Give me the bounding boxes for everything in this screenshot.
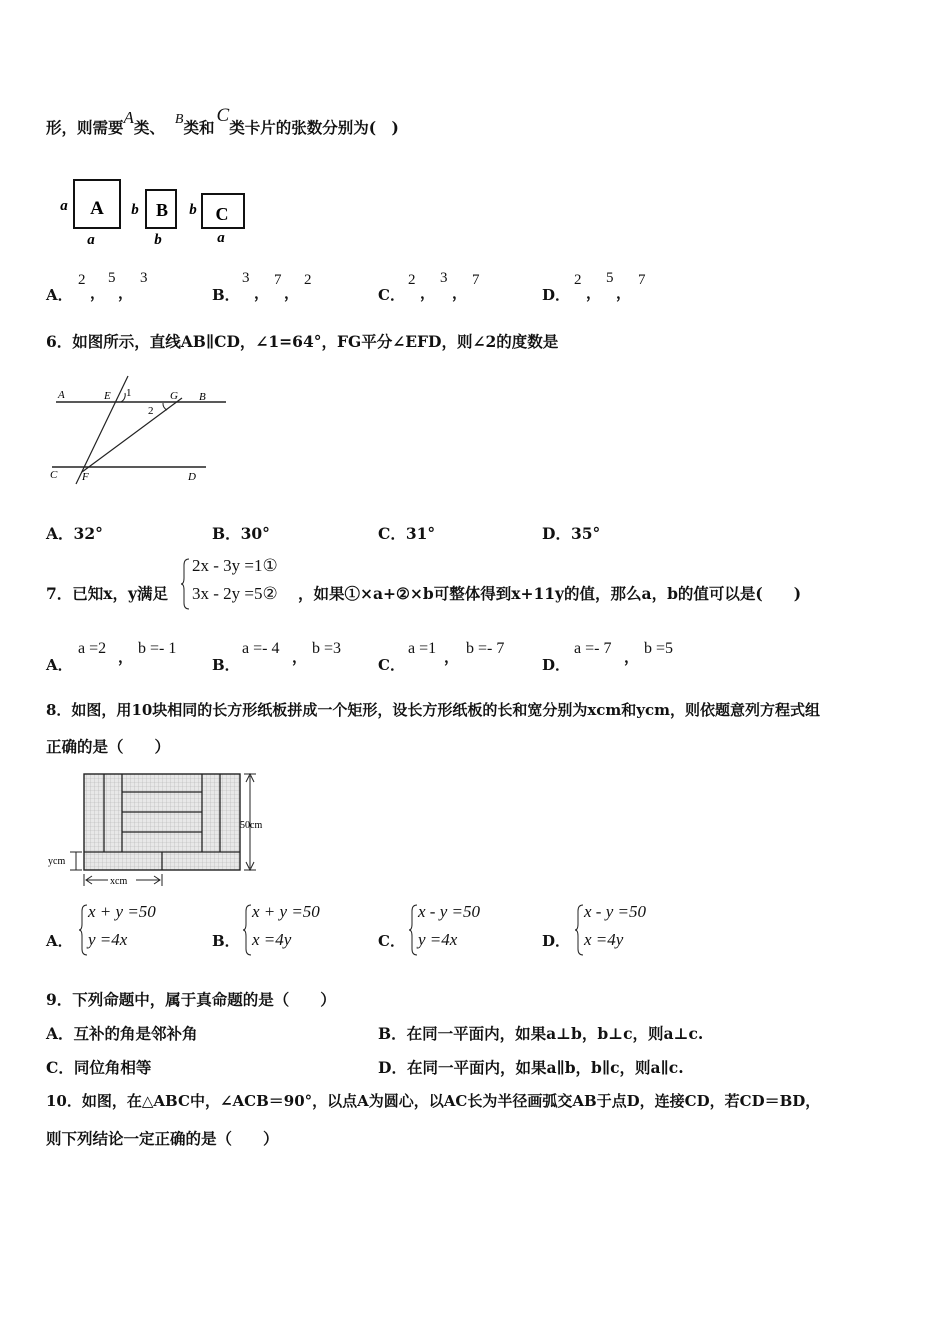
q7-system — [180, 556, 300, 612]
option-a-value: a =- 4 — [242, 640, 280, 657]
q5-letter-a: A — [123, 108, 134, 127]
option-text: 30° — [240, 524, 270, 543]
brace-icon — [180, 558, 190, 610]
option-eq1: x - y =50 — [584, 902, 646, 921]
card-b-label: B — [155, 200, 169, 220]
option-label: B． — [212, 286, 240, 304]
q9-stem: 9．下列命题中，属于真命题的是（ ） — [46, 990, 336, 1009]
card-c-label: C — [215, 204, 229, 224]
option-label: B． — [378, 1024, 407, 1043]
option-text: 35° — [570, 524, 601, 543]
card-a-side-bottom: a — [87, 232, 95, 248]
card-b-side-bottom: b — [154, 232, 162, 248]
q6-option-b[interactable] — [212, 522, 270, 544]
option-label: C． — [378, 286, 405, 304]
q7-prefix: 7．已知x，y满足 — [46, 584, 169, 603]
q5-text-mid1: 类、 — [133, 118, 165, 137]
q10-stem-line2: 则下列结论一定正确的是（ ） — [46, 1129, 279, 1148]
y-label: ycm — [48, 856, 66, 867]
option-label: A． — [46, 656, 73, 674]
q7-options — [0, 638, 950, 674]
option-label: B． — [212, 656, 240, 674]
q7-eq2: 3x - 2y =5② — [192, 584, 278, 603]
option-value: 2 — [574, 272, 582, 288]
option-label: D． — [542, 932, 571, 950]
comma: ， — [118, 648, 134, 666]
comma: ， — [586, 284, 602, 302]
point-c-label: C — [50, 469, 58, 481]
brace-icon — [408, 904, 418, 956]
option-value: 2 — [304, 272, 312, 288]
comma: ， — [624, 648, 640, 666]
option-label: D． — [542, 524, 571, 543]
option-text: 同位角相等 — [73, 1058, 152, 1077]
q5-stem — [46, 105, 399, 139]
q6-stem: 6．如图所示，直线AB∥CD，∠1=64°，FG平分∠EFD，则∠2的度数是 — [46, 332, 559, 351]
point-f-label: F — [82, 471, 89, 483]
x-label: xcm — [110, 876, 128, 887]
angle-1-label: 1 — [126, 387, 132, 399]
option-label: C． — [378, 932, 405, 950]
card-b-side-left: b — [131, 202, 139, 218]
comma: ， — [420, 284, 436, 302]
option-value: 2 — [408, 272, 416, 288]
option-b-value: b =- 1 — [138, 640, 177, 657]
point-e-label: E — [104, 390, 111, 402]
option-eq1: x - y =50 — [418, 902, 480, 921]
q6-option-d[interactable] — [542, 522, 600, 544]
card-a-side-left: a — [60, 198, 68, 214]
option-value: 5 — [606, 270, 614, 286]
brace-icon — [78, 904, 88, 956]
brace-icon — [242, 904, 252, 956]
q7-eq1: 2x - 3y =1① — [192, 556, 278, 575]
option-text: 互补的角是邻补角 — [73, 1024, 198, 1043]
option-b-value: b =- 7 — [466, 640, 505, 657]
q6-option-c[interactable] — [378, 522, 435, 544]
option-value: 2 — [78, 272, 86, 288]
option-value: 7 — [638, 272, 646, 288]
option-label: A． — [46, 932, 73, 950]
q8-stem-line2: 正确的是（ ） — [46, 737, 171, 756]
option-label: C． — [46, 1058, 74, 1077]
card-c-side-left: b — [189, 202, 197, 218]
q5-cards-figure — [52, 172, 262, 252]
q6-option-a[interactable] — [46, 522, 103, 544]
brace-icon — [574, 904, 584, 956]
q9-option-a[interactable] — [46, 1022, 198, 1044]
option-value: 7 — [274, 272, 282, 288]
option-label: C． — [378, 656, 405, 674]
option-b-value: b =5 — [644, 640, 674, 657]
point-d-label: D — [188, 471, 196, 483]
q8-figure — [46, 766, 286, 890]
q5-options — [0, 268, 950, 308]
option-eq2: y =4x — [418, 930, 458, 949]
option-eq1: x + y =50 — [88, 902, 156, 921]
option-b-value: b =3 — [312, 640, 342, 657]
q5-letter-c: C — [216, 105, 230, 126]
option-label: B． — [212, 932, 240, 950]
q9-option-b[interactable] — [378, 1022, 703, 1044]
option-value: 5 — [108, 270, 116, 286]
option-eq2: x =4y — [584, 930, 624, 949]
option-a-value: a =1 — [408, 640, 437, 657]
option-label: A． — [46, 286, 73, 304]
card-c-side-bottom: a — [217, 230, 225, 246]
comma: ， — [254, 284, 270, 302]
option-value: 3 — [440, 270, 448, 286]
q5-letter-b: B — [174, 112, 184, 127]
q9-option-d[interactable] — [378, 1056, 684, 1078]
comma: ， — [118, 284, 134, 302]
angle-1-arc — [121, 393, 125, 402]
option-label: A． — [46, 1024, 74, 1043]
option-label: D． — [542, 656, 571, 674]
option-text: 在同一平面内，如果a∥b，b∥c，则a∥c. — [406, 1058, 684, 1077]
height-label: 50cm — [240, 820, 263, 831]
q10-stem-line1: 10．如图，在△ABC中，∠ACB＝90°，以点A为圆心，以AC长为半径画弧交AB于点D，连接CD，若CD＝BD， — [46, 1092, 821, 1110]
option-label: D． — [378, 1058, 407, 1077]
option-value: 3 — [242, 270, 250, 286]
q6-options — [0, 522, 950, 544]
option-label: A． — [46, 524, 74, 543]
option-label: B． — [212, 524, 241, 543]
q5-text-before: 形，则需要 — [46, 118, 124, 137]
line-ef — [76, 376, 128, 484]
option-text: 32° — [73, 524, 103, 543]
option-a-value: a =- 7 — [574, 640, 612, 657]
comma: ， — [616, 284, 632, 302]
q5-text-mid2: 类和 — [183, 118, 215, 137]
option-text: 31° — [405, 524, 436, 543]
option-eq2: x =4y — [252, 930, 292, 949]
option-eq1: x + y =50 — [252, 902, 320, 921]
angle-2-label: 2 — [148, 405, 154, 417]
option-text: 在同一平面内，如果a⊥b，b⊥c，则a⊥c. — [406, 1024, 704, 1043]
q6-figure — [46, 372, 236, 492]
option-eq2: y =4x — [88, 930, 128, 949]
card-a-label: A — [90, 198, 104, 219]
comma: ， — [90, 284, 106, 302]
comma: ， — [452, 284, 468, 302]
comma: ， — [444, 648, 460, 666]
option-label: C． — [378, 524, 406, 543]
q8-options — [0, 902, 950, 960]
comma: ， — [292, 648, 308, 666]
option-label: D． — [542, 286, 571, 304]
q7-suffix: ，如果①×a+②×b可整体得到x+11y的值，那么a，b的值可以是( ) — [298, 584, 802, 603]
option-value: 3 — [140, 270, 148, 286]
option-value: 7 — [472, 272, 480, 288]
q8-stem-line1: 8．如图，用10块相同的长方形纸板拼成一个矩形，设长方形纸板的长和宽分别为xcm和ycm，则依题意列方程式组 — [46, 701, 820, 719]
point-g-label: G — [170, 390, 178, 402]
line-fg — [82, 398, 182, 472]
q9-option-c[interactable] — [46, 1056, 151, 1078]
point-a-label: A — [58, 389, 65, 401]
option-a-value: a =2 — [78, 640, 107, 657]
comma: ， — [284, 284, 300, 302]
point-b-label: B — [199, 391, 206, 403]
q5-text-after: 类卡片的张数分别为( ) — [229, 118, 399, 137]
